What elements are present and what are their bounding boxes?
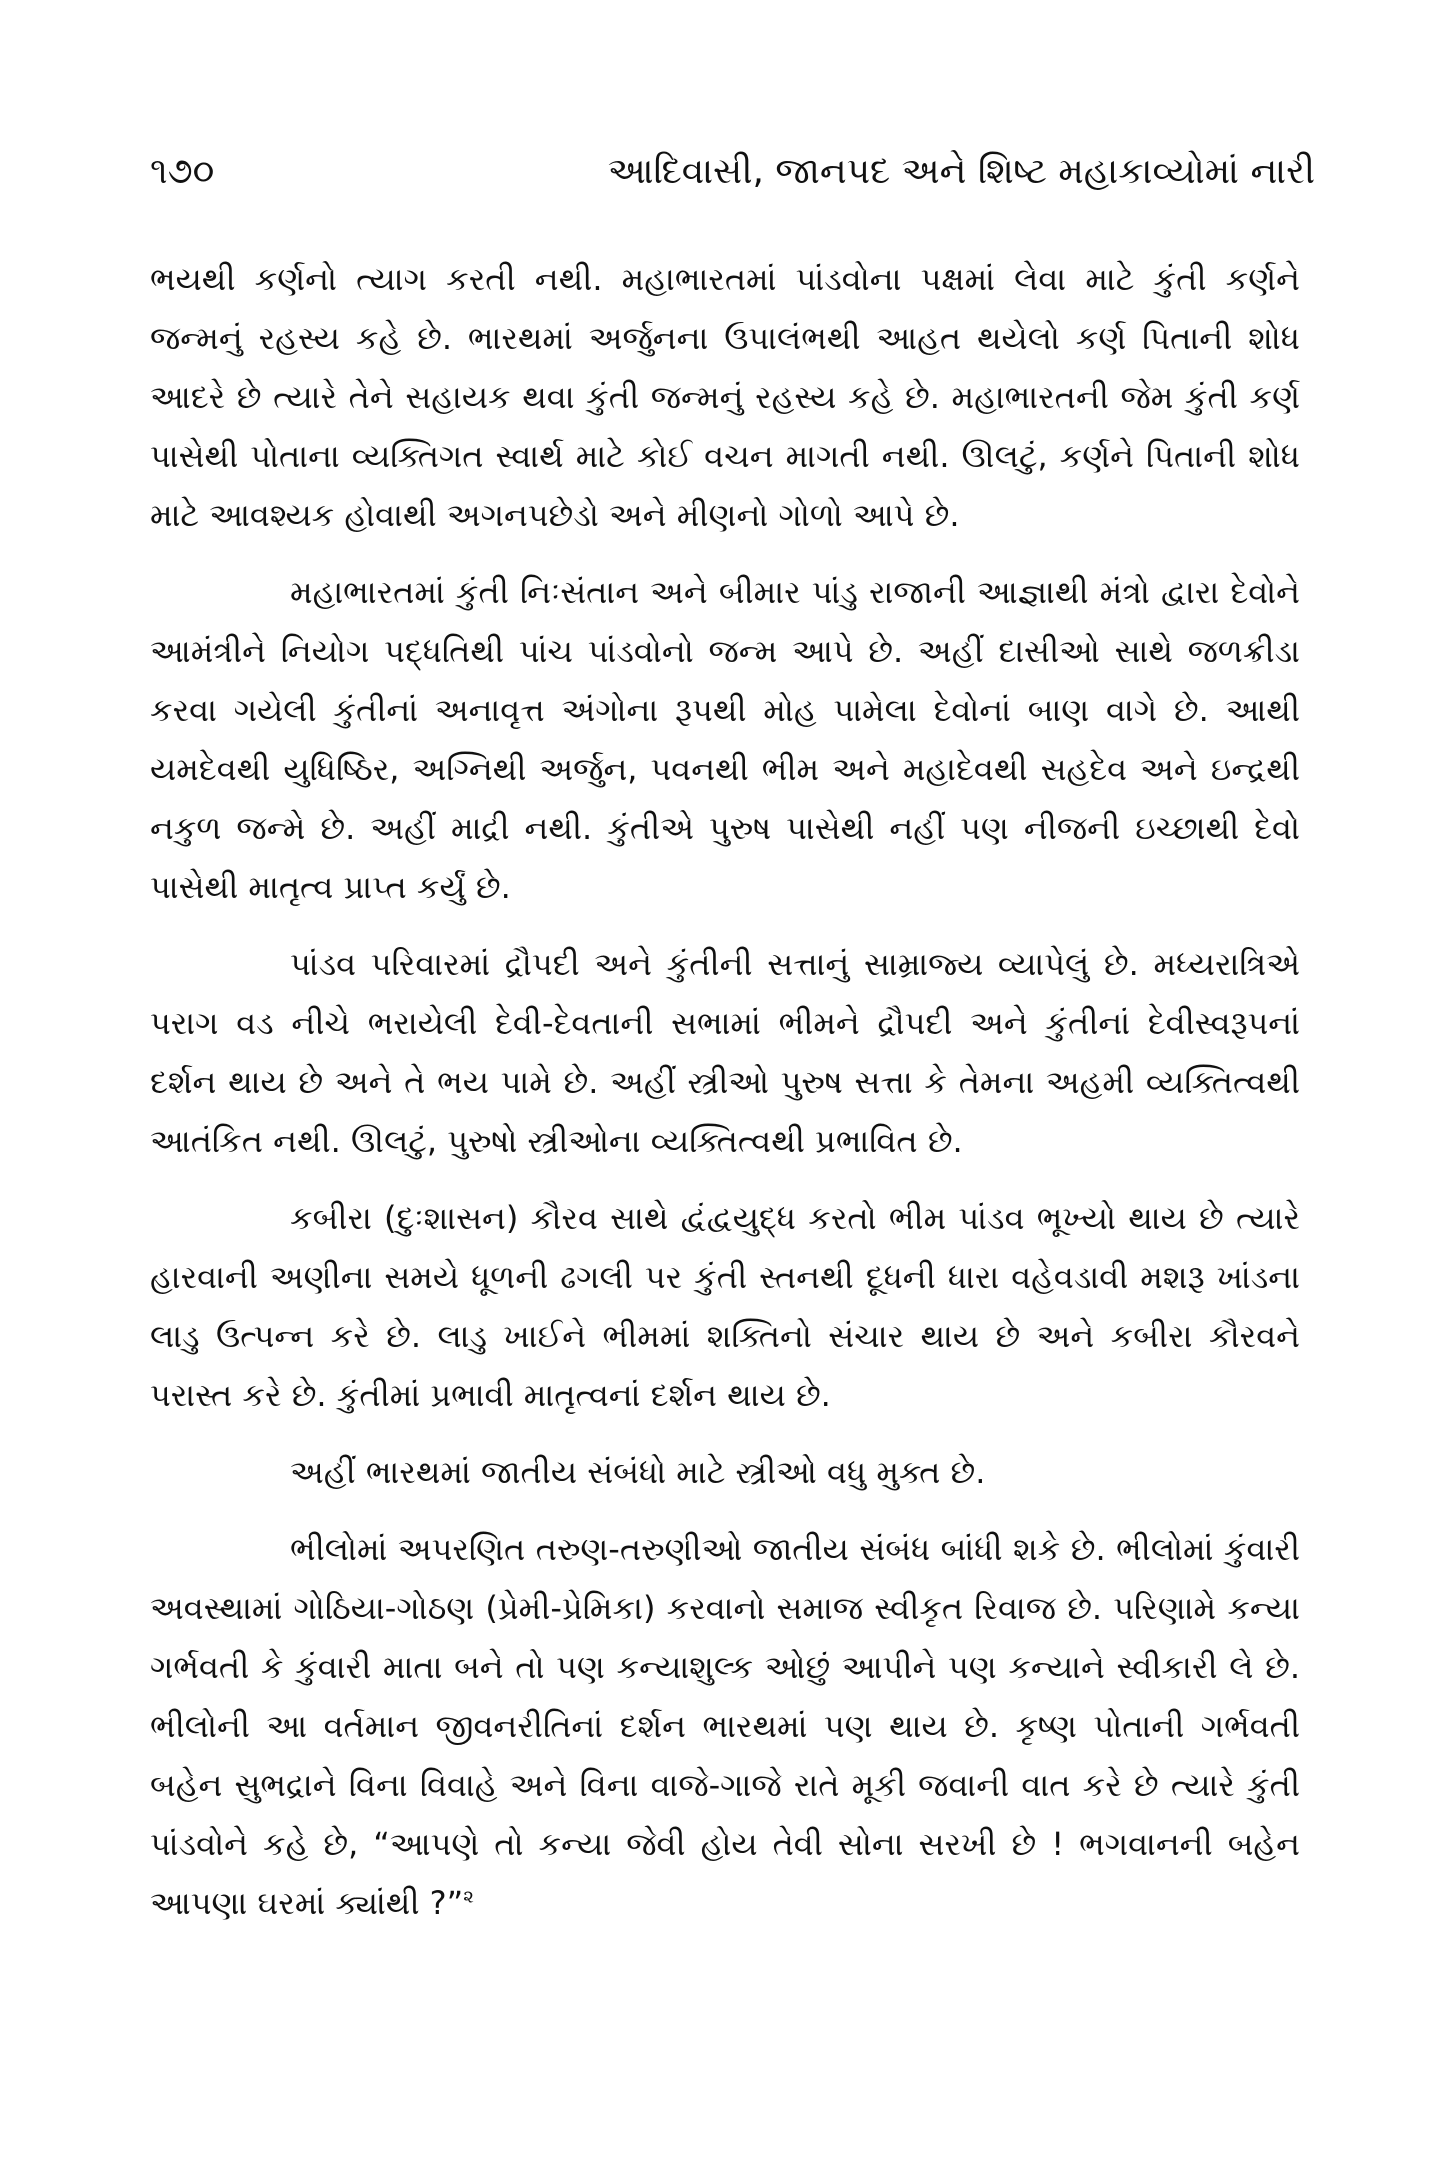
paragraph-with-footnote (150, 1520, 1300, 1933)
body-text (150, 250, 1300, 1933)
paragraph: મહાભારતમાં કુંતી નિઃસંતાન અને બીમાર પાંડુ રાજાની આજ્ઞાથી મંત્રો દ્વારા દેવોને આમંત્રીને નિયોગ પદ્ધતિથી પાંચ પાંડવોનો જન્મ આપે છે. અહીં દાસીઓ સાથે જળક્રીડા કરવા ગયેલી કુંતીનાં અનાવૃત્ત અંગોના રૂપથી મોહ પામેલા દેવોનાં બાણ વાગે છે. આથી યમદેવથી યુધિષ્ઠિર, અગ્નિથી અર્જુન, પવનથી ભીમ અને મહાદેવથી સહદેવ અને ઇન્દ્રથી નકુળ જન્મે છે. અહીં માદ્રી નથી. કુંતીએ પુરુષ પાસેથી નહીં પણ નીજની ઇચ્છાથી દેવો પાસેથી માતૃત્વ પ્રાપ્ત કર્યું છે. (150, 573, 1300, 906)
book-page (150, 150, 1315, 1951)
page-number: ૧૭૦ (150, 151, 215, 192)
footnote-marker: ૨ (463, 1886, 474, 1908)
paragraph: અહીં ભારથમાં જાતીય સંબંધો માટે સ્ત્રીઓ વધુ મુક્ત છે. (290, 1453, 986, 1491)
paragraph: કબીરા (દુઃશાસન) કૌરવ સાથે દ્વંદ્વયુદ્ધ કરતો ભીમ પાંડવ ભૂખ્યો થાય છે ત્યારે હારવાની અણીના સમયે ધૂળની ઢગલી પર કુંતી સ્તનથી દૂધની ધારા વહેવડાવી મશરૂ ખાંડના લાડુ ઉત્પન્ન કરે છે. લાડુ ખાઈને ભીમમાં શક્તિનો સંચાર થાય છે અને કબીરા કૌરવને પરાસ્ત કરે છે. કુંતીમાં પ્રભાવી માતૃત્વનાં દર્શન થાય છે. (150, 1199, 1300, 1414)
page-header (150, 150, 1315, 210)
paragraph-text: ભીલોમાં અપરણિત તરુણ-તરુણીઓ જાતીય સંબંધ બાંધી શકે છે. ભીલોમાં કુંવારી અવસ્થામાં ગોઠિયા-ગોઠણ (પ્રેમી-પ્રેમિકા) કરવાનો સમાજ સ્વીકૃત રિવાજ છે. પરિણામે કન્યા ગર્ભવતી કે કુંવારી માતા બને તો પણ કન્યાશુલ્ક ઓછું આપીને પણ કન્યાને સ્વીકારી લે છે. ભીલોની આ વર્તમાન જીવનરીતિનાં દર્શન ભારથમાં પણ થાય છે. કૃષ્ણ પોતાની ગર્ભવતી બહેન સુભદ્રાને વિના વિવાહે અને વિના વાજે-ગાજે રાતે મૂકી જવાની વાત કરે છે ત્યારે કુંતી પાંડવોને કહે છે, “આપણે તો કન્યા જેવી હોય તેવી સોના સરખી છે ! ભગવાનની બહેન આપણા ઘરમાં ક્યાંથી ?” (150, 1530, 1300, 1922)
paragraph: ભયથી કર્ણનો ત્યાગ કરતી નથી. મહાભારતમાં પાંડવોના પક્ષમાં લેવા માટે કુંતી કર્ણને જન્મનું રહસ્ય કહે છે. ભારથમાં અર્જુનના ઉપાલંભથી આહત થયેલો કર્ણ પિતાની શોધ આદરે છે ત્યારે તેને સહાયક થવા કુંતી જન્મનું રહસ્ય કહે છે. મહાભારતની જેમ કુંતી કર્ણ પાસેથી પોતાના વ્યક્તિગત સ્વાર્થ માટે કોઈ વચન માગતી નથી. ઊલટું, કર્ણને પિતાની શોધ માટે આવશ્યક હોવાથી અગનપછેડો અને મીણનો ગોળો આપે છે. (150, 260, 1300, 534)
paragraph: પાંડવ પરિવારમાં દ્રૌપદી અને કુંતીની સત્તાનું સામ્રાજ્ય વ્યાપેલું છે. મધ્યરાત્રિએ પરાગ વડ નીચે ભરાયેલી દેવી-દેવતાની સભામાં ભીમને દ્રૌપદી અને કુંતીનાં દેવીસ્વરૂપનાં દર્શન થાય છે અને તે ભય પામે છે. અહીં સ્ત્રીઓ પુરુષ સત્તા કે તેમના અહમી વ્યક્તિત્વથી આતંકિત નથી. ઊલટું, પુરુષો સ્ત્રીઓના વ્યક્તિત્વથી પ્રભાવિત છે. (150, 945, 1300, 1160)
running-title: આદિવાસી, જાનપદ અને શિષ્ટ મહાકાવ્યોમાં નારી (607, 151, 1315, 192)
